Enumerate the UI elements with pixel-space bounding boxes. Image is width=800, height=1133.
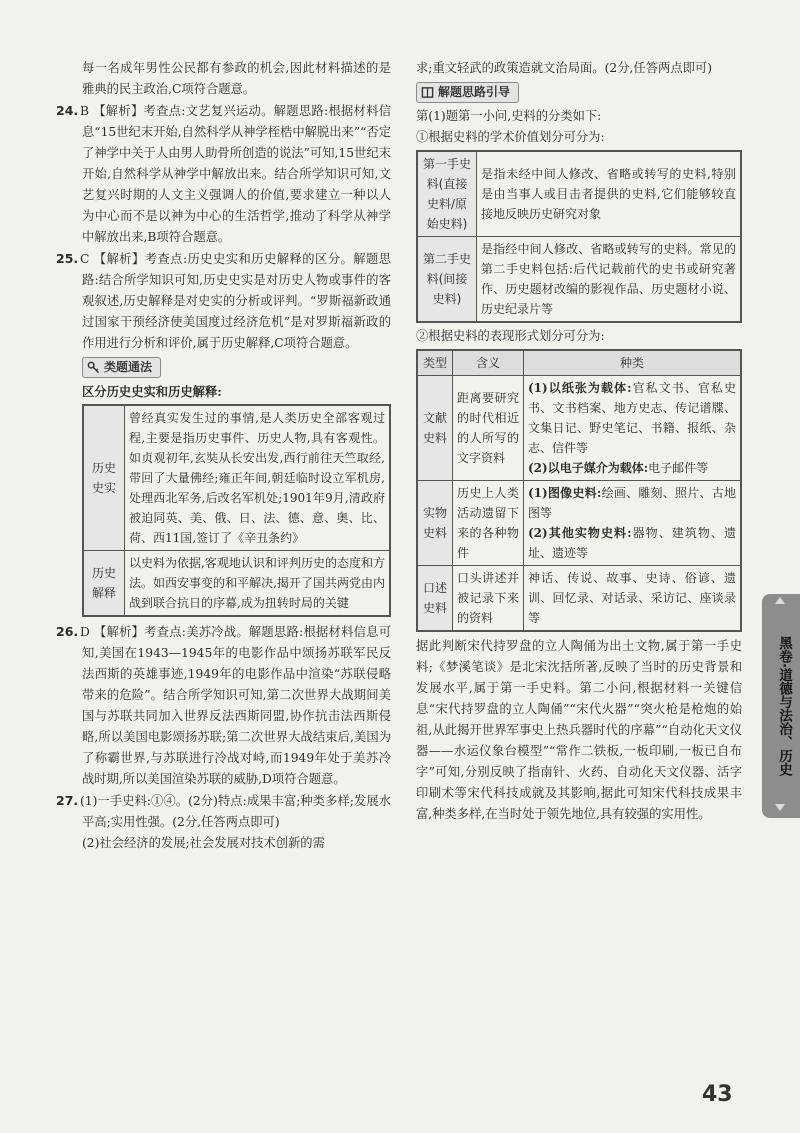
- kind-label: (1)以纸张为载体:: [528, 381, 632, 395]
- guide-conclusion: 据此判断宋代持罗盘的立人陶俑为出土文物,属于第一手史料;《梦溪笔谈》是北宋沈括所著,反映了当时的历史背景和发展水平,属于第一手史料。第二小问,根据材料一关键信息“宋代持罗盘的立人陶俑”“宋代火器”“突火枪是枪炮的始祖,从此揭开世界军事史上热兵器时代的序幕”“自动化天文仪器——水运仪象台模型”“常作二铁板,一板印刷,一板已自布字”可知,分别反映了指南针、火药、自动化天文仪器、活字印刷术等宋代科技成就及其影响,据此可知宋代科技成果丰富,种类多样,在当时处于领先地位,具有较强的实用性。: [416, 639, 742, 821]
- row-head: 第二手史料(间接史料): [417, 237, 477, 323]
- row-head: 历史史实: [83, 405, 125, 551]
- answer-25: [56, 248, 391, 354]
- question-number: 25.: [56, 251, 79, 266]
- kind-label: (2)其他实物史料:: [528, 526, 632, 540]
- column-header: 含义: [453, 350, 524, 376]
- row-body: 是指未经中间人修改、省略或转写的史料,特别是由当事人或目击者提供的史料,它们能够较直接地反映历史研究对象: [477, 151, 742, 237]
- table-header-row: [417, 350, 741, 376]
- side-tab-text: 黑卷·道德与法治、历史: [776, 636, 792, 777]
- guide-intro: 第(1)题第一小问,史料的分类如下:: [416, 109, 602, 123]
- guide-point-1: ①根据史料的学术价值划分可分为:: [416, 130, 605, 144]
- row-head: 历史解释: [83, 551, 125, 617]
- triangle-down-icon: [775, 804, 785, 811]
- row-body: 是指经中间人修改、省略或转写的史料。常见的第二手史料包括:后代记载前代的史书或研究著作、历史题材改编的影视作品、历史题材小说、历史纪录片等: [477, 237, 742, 323]
- left-column: [56, 58, 391, 854]
- right-column: [416, 58, 742, 825]
- answer-26: [56, 621, 391, 790]
- source-value-table: [416, 150, 742, 323]
- meaning-cell: 历史上人类活动遗留下来的各种物件: [453, 481, 524, 566]
- method-label: [82, 357, 161, 378]
- meaning-cell: 距离要研究的时代相近的人所写的文字资料: [453, 376, 524, 481]
- row-body: 曾经真实发生过的事情,是人类历史全部客观过程,主要是指历史事件、历史人物,具有客观性。如贞观初年,玄奘从长安出发,西行前往天竺取经,带回了大量佛经;雍正年间,朝廷临时设立军机房,处理西北军务,后改名军机处;1901年9月,清政府被迫同英、美、俄、日、法、德、意、奥、比、荷、西11国,签订了《辛丑条约》: [125, 405, 391, 551]
- row-head: 第一手史料(直接史料/原始史料): [417, 151, 477, 237]
- meaning-cell: 口头讲述并被记录下来的资料: [453, 566, 524, 632]
- kind-cell: 神话、传说、故事、史诗、俗谚、遗训、回忆录、对话录、采访记、座谈录等: [524, 566, 742, 632]
- guide-label-text: 解题思路引导: [438, 85, 511, 99]
- book-icon: [421, 86, 434, 99]
- q23-continuation: 每一名成年男性公民都有参政的机会,因此材料描述的是雅典的民主政治,C项符合题意。: [82, 61, 391, 96]
- answer-27: [56, 790, 391, 833]
- table-row: [83, 551, 390, 617]
- question-number: 24.: [56, 103, 79, 118]
- method-label-text: 类题通法: [104, 360, 153, 374]
- table-row: [417, 566, 741, 632]
- kind-label: (2)以电子媒介为载体:: [528, 461, 649, 475]
- column-header: 种类: [524, 350, 742, 376]
- answer-text: C 【解析】考查点:历史史实和历史解释的区分。解题思路:结合所学知识可知,历史史实是对历史人物或事件的客观叙述,历史解释是对史实的分析或评判。“罗斯福新政通过国家干预经济使美国度过经济危机”是对罗斯福新政的作用进行分析和评价,属于历史解释,C项符合题意。: [80, 252, 391, 350]
- question-number: 27.: [56, 793, 79, 808]
- guide-label: [416, 82, 519, 103]
- method-block: [56, 354, 391, 617]
- source-form-table: [416, 349, 742, 632]
- answer-text: B 【解析】考查点:文艺复兴运动。解题思路:根据材料信息“15世纪末开始,自然科学从神学桎梏中解脱出来”“否定了神学中关于人由男人助骨所创造的说法”可知,15世纪末开始,自然科学从神学中解放出来。结合所学知识可知,文艺复兴时期的人文主义强调人的价值,要求建立一种以人为中心而不是以神为中心的生活哲学,推动了科学从神学中解放出来,B项符合题意。: [80, 104, 391, 244]
- q27-continuation: 求;重文轻武的政策造就文治局面。(2分,任答两点即可): [416, 61, 713, 75]
- triangle-up-icon: [775, 597, 785, 604]
- table-row: [417, 151, 741, 237]
- table-row: [417, 481, 741, 566]
- type-cell: 口述史料: [417, 566, 453, 632]
- answer-24: [56, 100, 391, 248]
- kind-text: 官私文书、官私史书、文书档案、地方史志、传记谱牒、文集日记、野史笔记、书籍、报纸、杂志、信件等: [528, 381, 736, 455]
- kind-text: 绘画、雕刻、照片、古地图等: [528, 486, 736, 520]
- kind-cell: [524, 481, 742, 566]
- kind-label: (1)图像史料:: [528, 486, 602, 500]
- question-number: 26.: [56, 624, 79, 639]
- history-fact-explanation-table: [82, 404, 391, 617]
- method-title: 区分历史史实和历史解释:: [82, 384, 222, 399]
- kind-text: 器物、建筑物、遗址、遗迹等: [528, 526, 736, 560]
- page-number: 43: [702, 1082, 733, 1107]
- row-body: 以史料为依据,客观地认识和评判历史的态度和方法。如西安事变的和平解决,揭开了国共两党由内战到联合抗日的序幕,成为扭转时局的关键: [125, 551, 391, 617]
- guide-point-2: ②根据史料的表现形式划分可分为:: [416, 329, 605, 343]
- column-header: 类型: [417, 350, 453, 376]
- kind-cell: [524, 376, 742, 481]
- subject-side-tab: [762, 594, 800, 818]
- answer-text: D 【解析】考查点:美苏冷战。解题思路:根据材料信息可知,美国在1943—1945年的电影作品中颂扬苏联军民反法西斯的英雄事迹,1949年的电影作品中渲染“苏联侵略带来的危险”。结合所学知识可知,第二次世界大战期间美国与苏联共同加入世界反法西斯同盟,协作抗击法西斯侵略,所以美国电影颂扬苏联;第二次世界大战结束后,美国为了称霸世界,与苏联进行冷战对峙,而1949年处于美苏冷战时期,所以美国渲染苏联的威胁,D项符合题意。: [80, 625, 391, 786]
- kind-text: 电子邮件等: [648, 461, 709, 475]
- answer-27-part2: (2)社会经济的发展;社会发展对技术创新的需: [82, 836, 325, 850]
- key-icon: [87, 361, 100, 374]
- answer-text-1: (1)一手史料:①④。(2分)特点:成果丰富;种类多样;发展水平高;实用性强。(2分,任答两点即可): [80, 794, 391, 829]
- table-row: [417, 376, 741, 481]
- table-row: [83, 405, 390, 551]
- table-row: [417, 237, 741, 323]
- type-cell: 实物史料: [417, 481, 453, 566]
- type-cell: 文献史料: [417, 376, 453, 481]
